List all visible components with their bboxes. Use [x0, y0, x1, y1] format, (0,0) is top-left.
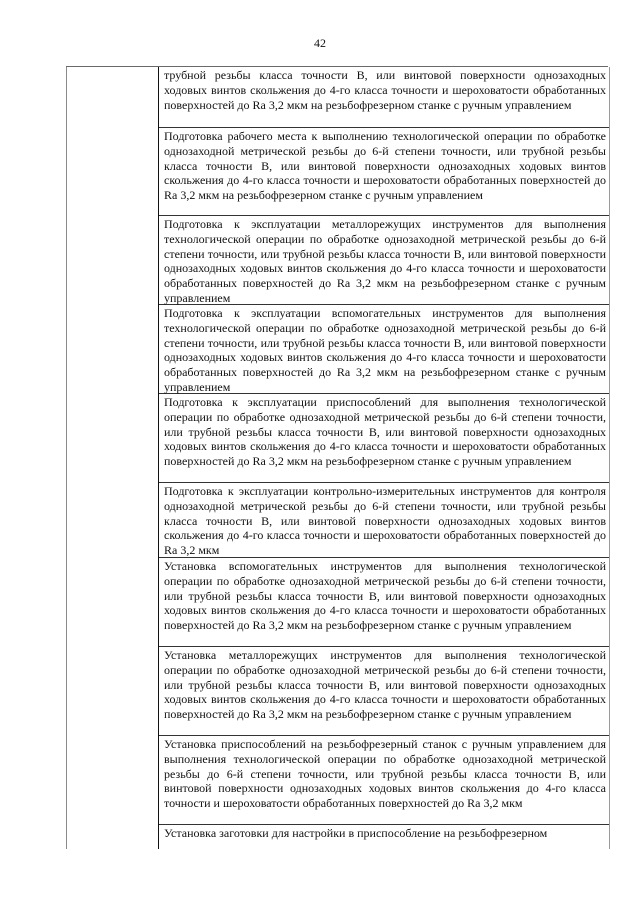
table-row: Подготовка рабочего места к выполнению технологической операции по обработке однозаходной метрической резьбы до 6-й степени точности, или трубной резьбы класса точности B, или винтовой поверхности однозаходных ходовых винтов скольжения до 4-го класса точности и шероховатости обработанных поверхностей до Ra 3,2 мкм на резьбофрезерном станке с ручным управлением [159, 128, 609, 216]
table-row: Установка металлорежущих инструментов для выполнения технологической операции по обработке однозаходной метрической резьбы до 6-й степени точности, или трубной резьбы класса точности B, или винтовой поверхности однозаходных ходовых винтов скольжения до 4-го класса точности и шероховатости обработанных поверхностей до Ra 3,2 мкм на резьбофрезерном станке с ручным управлением [159, 647, 609, 736]
table-row: трубной резьбы класса точности B, или винтовой поверхности однозаходных ходовых винтов скольжения до 4-го класса точности и шероховатости обработанных поверхностей до Ra 3,2 мкм на резьбофрезерном станке с ручным управлением [159, 67, 609, 128]
table-actions-column [158, 67, 610, 849]
labor-functions-table [66, 66, 608, 849]
page-number: 42 [314, 36, 326, 50]
table-row: Подготовка к эксплуатации контрольно-измерительных инструментов для контроля однозаходной метрической резьбы до 6-й степени точности, или трубной резьбы класса точности B, или винтовой поверхности однозаходных ходовых винтов скольжения до 4-го класса точности и шероховатости обработанных поверхностей до Ra 3,2 мкм [159, 483, 609, 558]
table-row: Подготовка к эксплуатации металлорежущих инструментов для выполнения технологической операции по обработке однозаходной метрической резьбы до 6-й степени точности, или трубной резьбы класса точности B, или винтовой поверхности однозаходных ходовых винтов скольжения до 4-го класса точности и шероховатости обработанных поверхностей до Ra 3,2 мкм на резьбофрезерном станке с ручным управлением [159, 216, 609, 305]
table-row: Установка заготовки для настройки в приспособление на резьбофрезерном [164, 826, 548, 840]
table-left-column [66, 67, 159, 849]
table-row: Установка вспомогательных инструментов для выполнения технологической операции по обработке однозаходной метрической резьбы до 6-й степени точности, или трубной резьбы класса точности B, или винтовой поверхности однозаходных ходовых винтов скольжения до 4-го класса точности и шероховатости обработанных поверхностей до Ra 3,2 мкм на резьбофрезерном станке с ручным управлением [159, 558, 609, 647]
table-row: Подготовка к эксплуатации вспомогательных инструментов для выполнения технологической операции по обработке однозаходной метрической резьбы до 6-й степени точности, или трубной резьбы класса точности B, или винтовой поверхности однозаходных ходовых винтов скольжения до 4-го класса точности и шероховатости обработанных поверхностей до Ra 3,2 мкм на резьбофрезерном станке с ручным управлением [159, 305, 609, 394]
table-row: Установка приспособлений на резьбофрезерный станок с ручным управлением для выполнения технологической операции по обработке однозаходной метрической резьбы до 6-й степени точности, или трубной резьбы класса точности B, или винтовой поверхности однозаходных ходовых винтов скольжения до 4-го класса точности и шероховатости обработанных поверхностей до Ra 3,2 мкм [159, 736, 609, 825]
table-row: Подготовка к эксплуатации приспособлений для выполнения технологической операции по обработке однозаходной метрической резьбы до 6-й степени точности, или трубной резьбы класса точности B, или винтовой поверхности однозаходных ходовых винтов скольжения до 4-го класса точности и шероховатости обработанных поверхностей до Ra 3,2 мкм на резьбофрезерном станке с ручным управлением [159, 394, 609, 483]
